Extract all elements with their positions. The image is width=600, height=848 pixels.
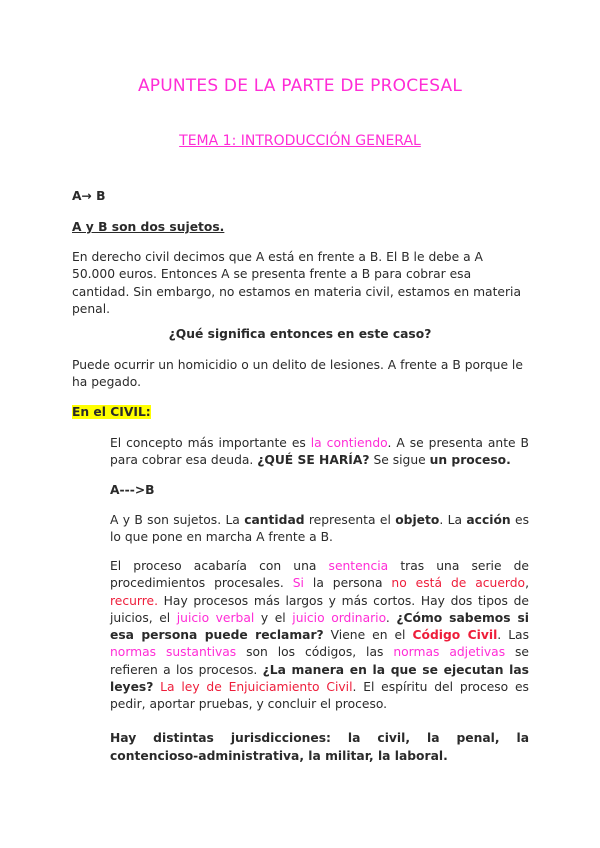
civil-heading-text: En el CIVIL: (72, 405, 151, 419)
civil-paragraph-2: A y B son sujetos. La cantidad representa el objeto. La acción es lo que pone en marcha A frente a B. (110, 513, 529, 545)
highlight-term: la contiendo (310, 436, 388, 450)
civil-heading (72, 404, 151, 421)
formula-a-to-b: A→ B (72, 189, 106, 203)
subjects-heading: A y B son dos sujetos. (72, 220, 225, 234)
formula-a-arrow-b: A--->B (110, 483, 155, 497)
answer-paragraph: Puede ocurrir un homicidio o un delito de lesiones. A frente a B porque le ha pegado. (72, 358, 523, 390)
document-title: APUNTES DE LA PARTE DE PROCESAL (137, 76, 463, 96)
jurisdictions-line-1: Hay distintas jurisdicciones: la civil, la penal, la (110, 731, 529, 745)
civil-paragraph-1: El concepto más importante es la contiendo. A se presenta ante B para cobrar esa deuda. ¿QUÉ SE HARÍA? Se sigue un proceso. (110, 436, 529, 468)
intro-paragraph: En derecho civil decimos que A está en frente a B. El B le debe a A 50.000 euros. Entonces A se presenta frente a B para cobrar esa cantidad. Sin embargo, no estamos en materia civil, estamos en materia penal. (72, 250, 521, 316)
jurisdictions-line-2: contencioso-administrativa, la militar, la laboral. (110, 749, 448, 763)
civil-paragraph-3: El proceso acabaría con una sentencia tras una serie de procedimientos procesales. Si la persona no está de acuerdo, recurre. Hay procesos más largos y más cortos. Hay dos tipos de juicios, el juicio verbal y el juicio ordinario. ¿Cómo sabemos si esa persona puede reclamar? Viene en el Código Civil. Las normas sustantivas son los códigos, las normas adjetivas se refieren a los procesos. ¿La manera en la que se ejecutan las leyes? La ley de Enjuiciamiento Civil. El espíritu del proceso es pedir, aportar pruebas, y concluir el proceso. (110, 559, 530, 712)
question-heading: ¿Qué significa entonces en este caso? (168, 327, 432, 341)
section-subtitle: TEMA 1: INTRODUCCIÓN GENERAL (179, 133, 421, 149)
